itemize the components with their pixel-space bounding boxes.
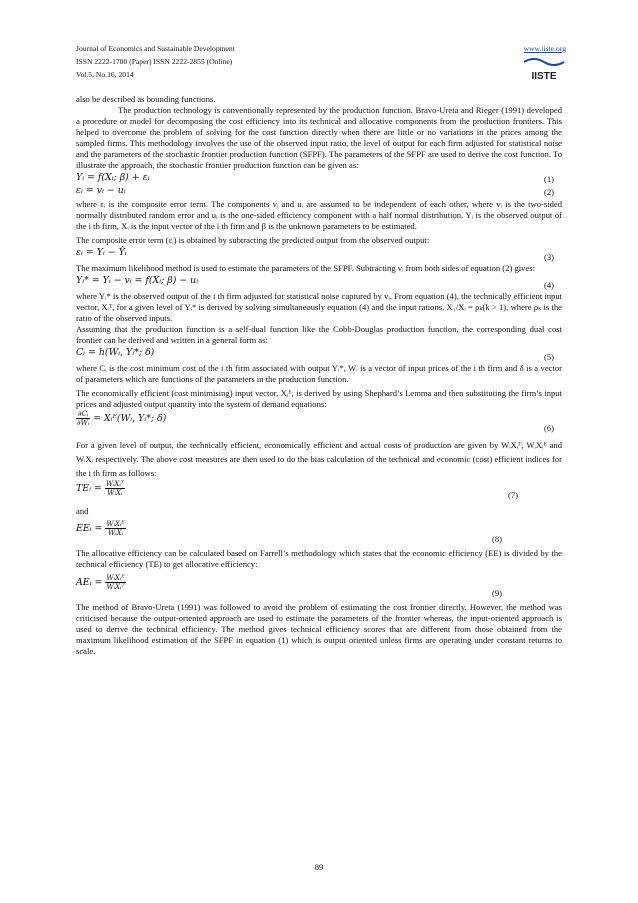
paragraph-10: and <box>76 506 89 516</box>
paragraph-3: The composite error term (εᵢ) is obtained by subtracting the predicted output from the observed output: <box>76 235 430 245</box>
equation-8-lhs: EEᵢ = <box>76 523 103 534</box>
equation-7-denominator: WᵢXᵢ <box>107 489 123 497</box>
logo-text: IISTE <box>531 71 557 82</box>
volume-line: Vol.5, No.16, 2014 <box>76 70 134 79</box>
equation-9 <box>76 574 562 596</box>
equation-1-expr: Yᵢ = f(Xᵢ; β) + εᵢ <box>76 172 150 183</box>
paragraph-7: where Cᵢ is the cost minimum cost of the i th firm associated with output Yᵢ*, Wᵢ is a vector of input prices of the i th firm and δ is a vector of parameters which are functions of the parameters in the production function. <box>76 363 562 384</box>
equation-3-expr: εᵢ = Yᵢ − Ŷᵢ <box>76 247 127 258</box>
journal-url-link[interactable]: www.iiste.org <box>523 44 566 53</box>
equation-9-number: (9) <box>491 588 502 598</box>
iiste-logo <box>520 58 568 82</box>
equation-3-number: (3) <box>543 252 554 262</box>
equation-7-lhs: TEᵢ = <box>76 483 102 494</box>
equation-9-numerator: WᵢXᵢᴱ <box>106 574 125 582</box>
equation-9-denominator: WᵢXᵢᵀ <box>106 583 125 591</box>
equation-8-number: (8) <box>491 534 502 544</box>
issn-line: ISSN 2222-1700 (Paper) ISSN 2222-2855 (Online) <box>76 57 233 66</box>
journal-title: Journal of Economics and Sustainable Development <box>76 44 235 53</box>
equation-6-numerator: ∂Cᵢ <box>77 410 89 418</box>
paragraph-8: The economically efficient (cost minimising) input vector, Xᵢᴱ, is derived by using Shephard’s Lemma and then substituting the firm’s input prices and adjusted output quantity into the system of demand equations: <box>76 388 562 409</box>
equation-2 <box>76 185 562 197</box>
equation-1 <box>76 172 562 184</box>
equation-5 <box>76 347 562 362</box>
equation-4-number: (4) <box>543 280 554 290</box>
equation-2-number: (2) <box>543 187 554 197</box>
paragraph-11: The allocative efficiency can be calculated based on Farrell’s methodology which states that the economic efficiency (EE) is divided by the technical efficiency (TE) to get allocative efficiency: <box>76 548 562 569</box>
equation-5-expr: Cᵢ = h(Wᵢ, Yᵢ*; δ) <box>76 347 155 358</box>
paragraph-1: The production technology is conventionally represented by the production function. Bravo-Ureta and Rieger (1991) developed a procedure or model for decomposing the cost efficiency into its technical and allocative components from the production frontiers. This helped to overcome the problem of solving for the cost function directly when there are little or no variations in the prices among the sampled firms. This methodology involves the use of the observed input ratio, the level of output for each firm adjusted for statistical noise and the parameters of the stochastic frontier production function (SFPF). The parameters of the SFPF are used to derive the cost function. To illustrate the approach, the stochastic frontier production function can be given as: <box>76 105 562 170</box>
equation-6 <box>76 410 562 432</box>
equation-7-numerator: WᵢXᵢᵀ <box>105 480 124 488</box>
equation-1-number: (1) <box>543 174 554 184</box>
paragraph-5: where Yᵢ* is the observed output of the i th firm adjusted for statistical noise captured by vᵢ. From equation (4), the technically efficient input vector, Xᵢᵀ, for a given level of Yᵢ* is derived by solving simultaneously equation (4) and the input rations, X₁/Xᵢ = ρₖ(k > 1), where ρₖ is the ratio of the observed inputs. <box>76 291 562 323</box>
paragraph-6: Assuming that the production function is a self-dual function like the Cobb-Douglas production function, the corresponding dual cost frontier can be derived and written in a general form as: <box>76 324 562 345</box>
page-number: 89 <box>314 862 324 872</box>
equation-9-lhs: AEᵢ = <box>76 577 103 588</box>
equation-7-number: (7) <box>507 490 518 500</box>
equation-6-denominator: ∂Wᵢ <box>77 419 90 427</box>
paragraph-0: also be described as bounding functions. <box>76 94 216 104</box>
equation-4 <box>76 275 562 290</box>
equation-3 <box>76 247 562 262</box>
equation-6-number: (6) <box>543 423 554 433</box>
paragraph-9: For a given level of output, the technically efficient, economically efficient and actual costs of production are given by WᵢXᵢᵀ, WᵢXᵢᴱ and WᵢXᵢ respectively. The above cost measures are then used to do the bias calculation of the technical and economic (cost) efficient indices for the i th firm as follows: <box>76 440 562 478</box>
article-body <box>76 94 562 657</box>
paragraph-12: The method of Bravo-Ureta (1991) was followed to avoid the problem of estimating the cost frontier directly. However, the method was criticised because the output-oriented approach are used to estimate the parameters of the frontier whereas, the input-oriented approach is used to derive the technical efficiency. The method gives technical efficiency scores that are different from those obtained from the maximum likelihood estimation of the SFPF in equation (1) which is output oriented unless firms are operating under constant returns to scale. <box>76 602 562 656</box>
equation-5-number: (5) <box>543 352 554 362</box>
equation-4-expr: Yᵢ* = Yᵢ − vᵢ = f(Xᵢ; β) − uᵢ <box>76 275 199 286</box>
paragraph-4: The maximum likelihood method is used to estimate the parameters of the SFPF. Subtracting vᵢ from both sides of equation (2) gives: <box>76 263 535 273</box>
equation-8-numerator: WᵢXᵢᴱ <box>106 520 125 528</box>
equation-2-expr: εᵢ = vᵢ − uᵢ <box>76 185 126 196</box>
equation-6-rhs: = Xᵢᴱ(Wᵢ, Yᵢ*; δ) <box>93 413 167 424</box>
paragraph-2: where εᵢ is the composite error term. The components vᵢ and uᵢ are assumed to be independent of each other, where vᵢ is the two-sided normally distributed random error and uᵢ is the one-sided efficiency component with a half normal distribution. Yᵢ is the observed output of the i th firm, Xᵢ is the input vector of the i th firm and β is the unknown parameters to be estimated. <box>76 199 562 231</box>
equation-8-denominator: WᵢXᵢ <box>108 529 124 537</box>
equation-8 <box>76 520 562 542</box>
equation-7 <box>76 480 562 502</box>
